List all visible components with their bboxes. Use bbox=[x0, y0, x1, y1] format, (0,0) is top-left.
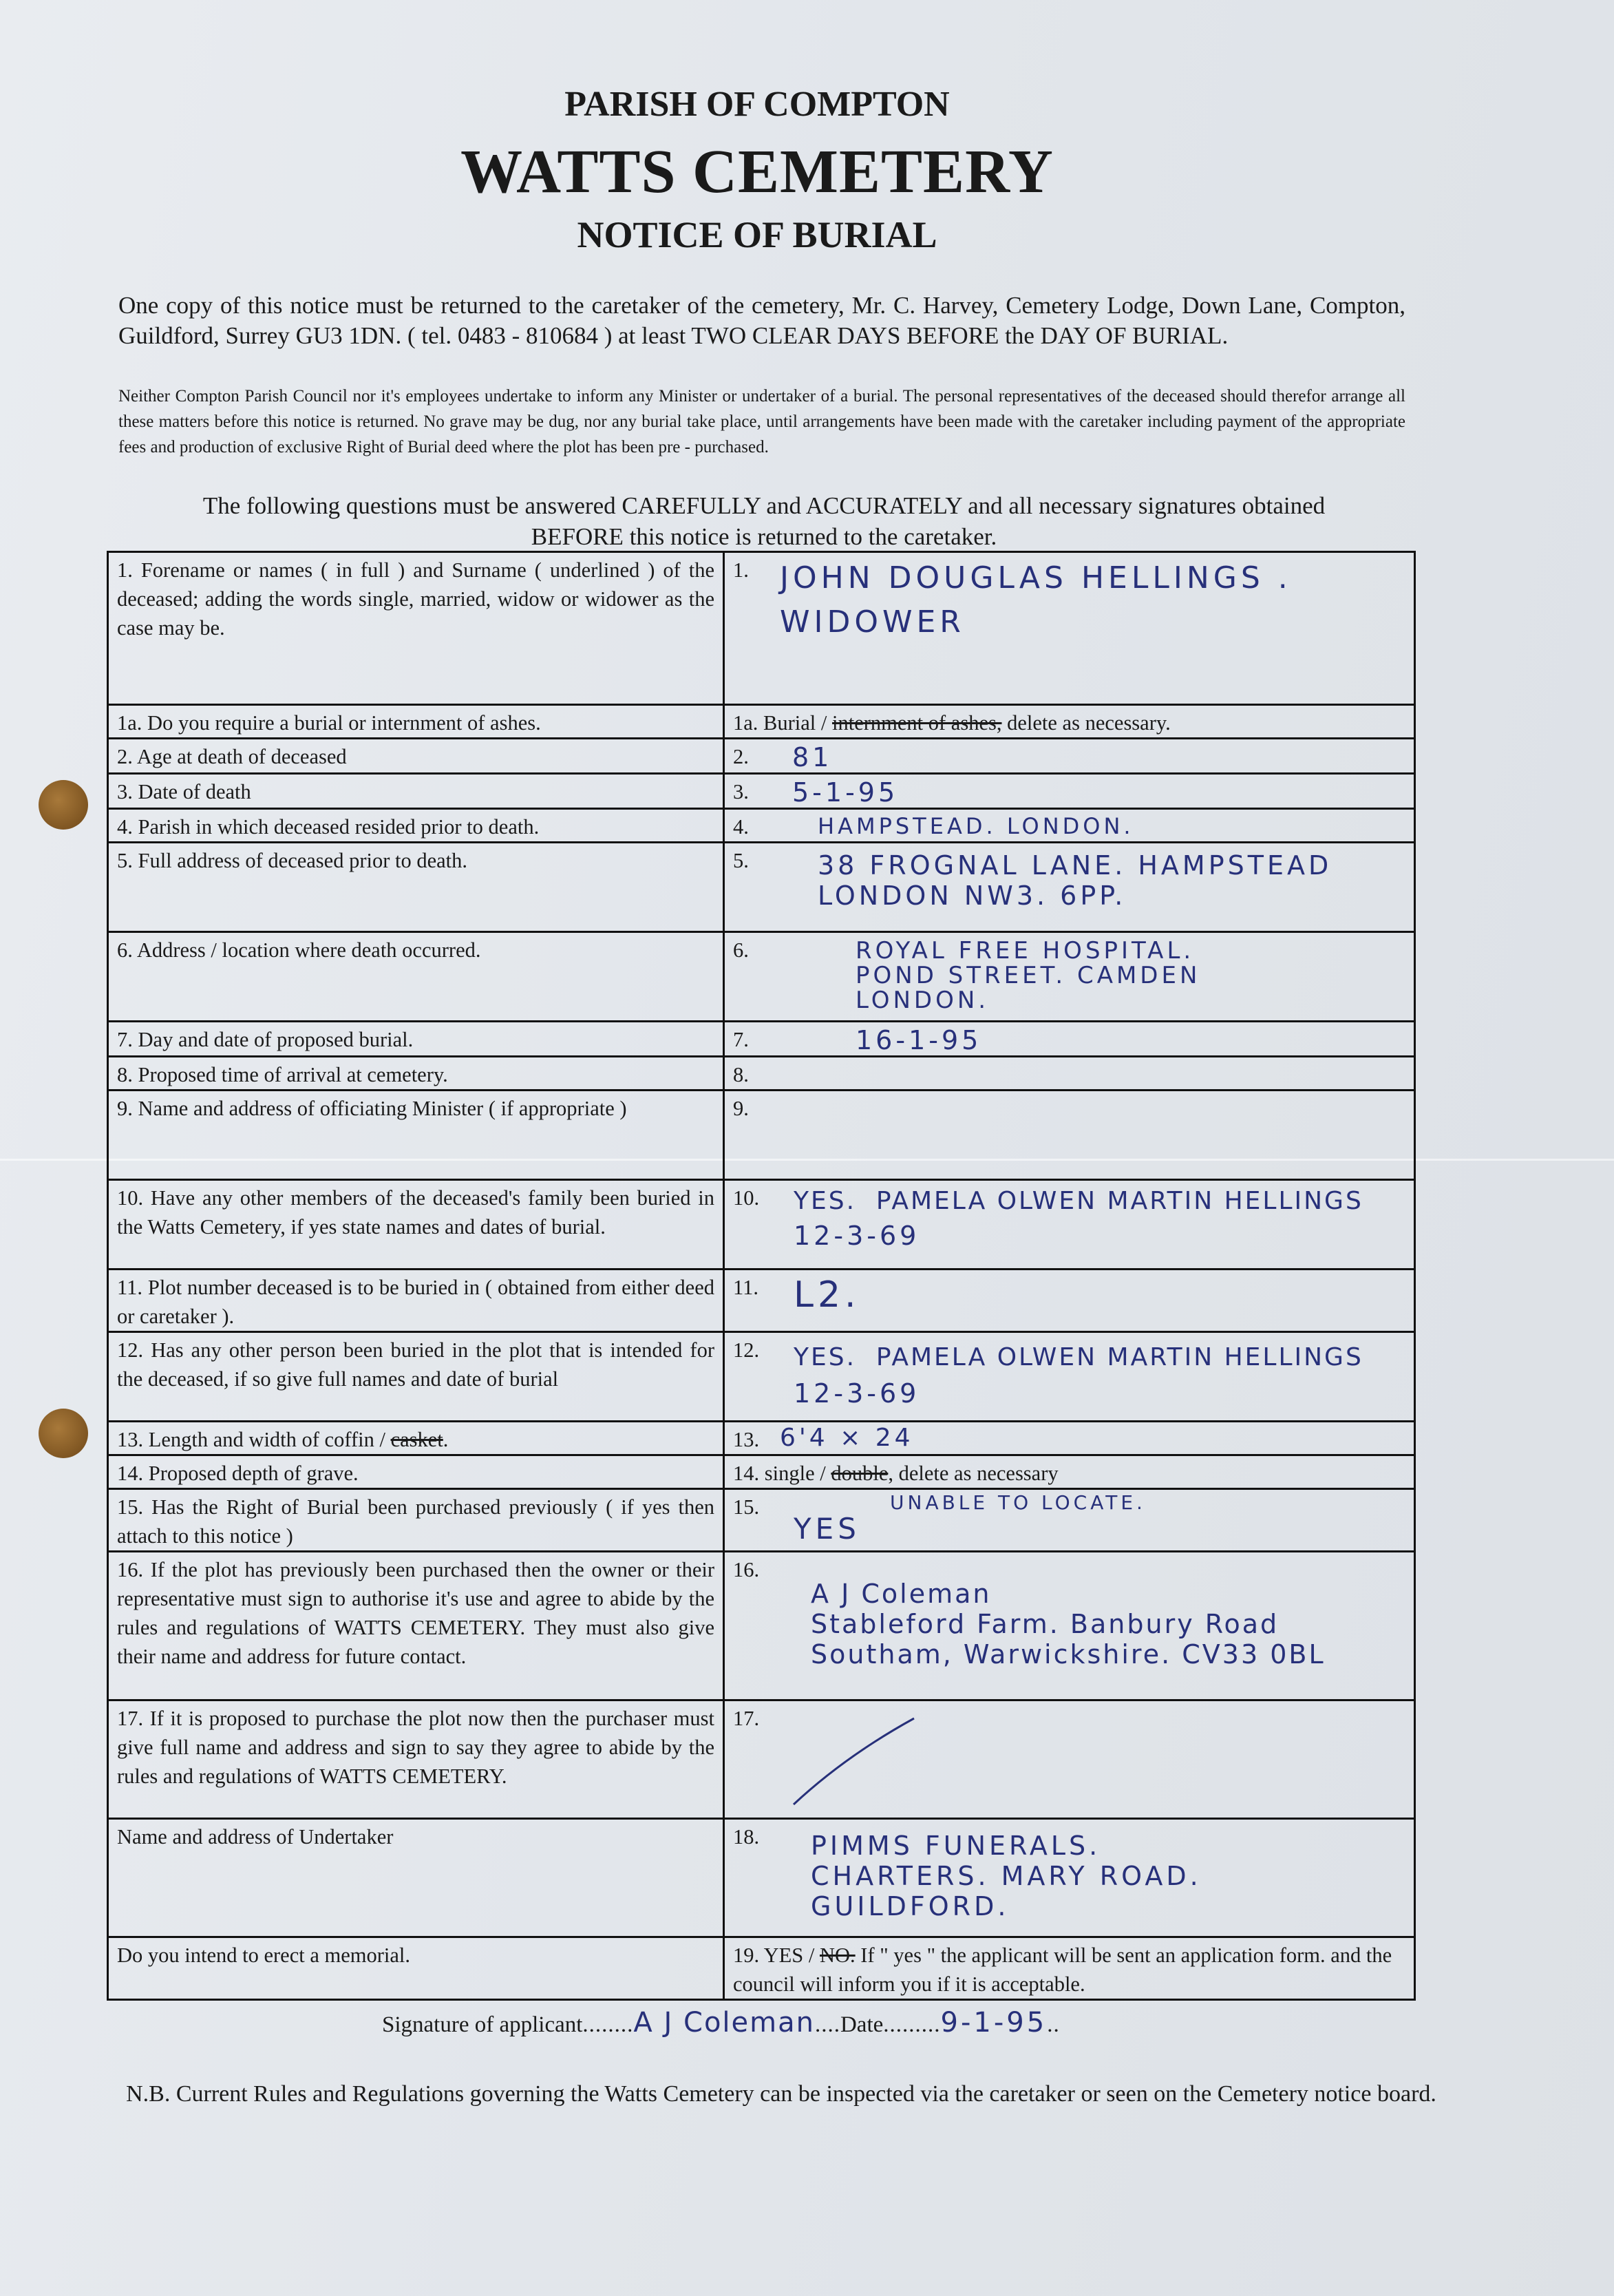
answer-number: 1. bbox=[733, 558, 749, 582]
answer-6-line-1: ROYAL FREE HOSPITAL. bbox=[856, 937, 1195, 965]
answer-16-address-1: Stableford Farm. Banbury Road bbox=[811, 1609, 1279, 1639]
punch-hole-top bbox=[39, 780, 88, 830]
form-row-12 bbox=[108, 1332, 1415, 1422]
question-7: 7. Day and date of proposed burial. bbox=[108, 1022, 724, 1057]
answer-16-address-2: Southam, Warwickshire. CV33 0BL bbox=[811, 1639, 1326, 1670]
form-row-1a bbox=[108, 705, 1415, 739]
answer-18-line-2: CHARTERS. MARY ROAD. bbox=[811, 1861, 1202, 1891]
burial-form-table bbox=[107, 551, 1416, 2001]
answer-10-line-1: YES. PAMELA OLWEN MARTIN HELLINGS bbox=[794, 1187, 1363, 1215]
answer-12-line-2: 12-3-69 bbox=[794, 1378, 920, 1409]
question-9: 9. Name and address of officiating Minister ( if appropriate ) bbox=[108, 1091, 724, 1180]
form-row-7 bbox=[108, 1022, 1415, 1057]
answer-5-line-1: 38 FROGNAL LANE. HAMPSTEAD bbox=[818, 850, 1332, 881]
question-4: 4. Parish in which deceased resided prior to death. bbox=[108, 809, 724, 843]
cemetery-title: WATTS CEMETERY bbox=[460, 138, 1054, 206]
nb-footer: N.B. Current Rules and Regulations governing the Watts Cemetery can be inspected via the caretaker or seen on the Cemetery notice board. bbox=[126, 2081, 1436, 2107]
form-row-14 bbox=[108, 1455, 1415, 1489]
question-5: 5. Full address of deceased prior to death. bbox=[108, 843, 724, 932]
form-row-18 bbox=[108, 1819, 1415, 1937]
answer-3-value: 5-1-95 bbox=[792, 777, 899, 808]
form-row-5 bbox=[108, 843, 1415, 932]
question-19: Do you intend to erect a memorial. bbox=[108, 1937, 724, 2000]
answer-13-value: 6'4 × 24 bbox=[780, 1424, 914, 1452]
answer-11[interactable]: 11. L2. bbox=[724, 1270, 1415, 1332]
question-1a: 1a. Do you require a burial or internment of ashes. bbox=[108, 705, 724, 739]
answer-7-value: 16-1-95 bbox=[856, 1025, 982, 1055]
form-row-2 bbox=[108, 739, 1415, 774]
form-row-8 bbox=[108, 1057, 1415, 1091]
parish-title: PARISH OF COMPTON bbox=[564, 85, 950, 124]
question-13: 13. Length and width of coffin / casket. bbox=[108, 1422, 724, 1455]
answer-1-name: JOHN DOUGLAS HELLINGS . bbox=[780, 560, 1292, 596]
answer-1[interactable] bbox=[724, 552, 1415, 705]
form-row-9 bbox=[108, 1091, 1415, 1180]
pen-stroke-mark bbox=[790, 1715, 928, 1811]
question-11: 11. Plot number deceased is to be buried in ( obtained from either deed or caretaker ). bbox=[108, 1270, 724, 1332]
question-8: 8. Proposed time of arrival at cemetery. bbox=[108, 1057, 724, 1091]
struck-option: casket bbox=[390, 1428, 443, 1451]
answer-7[interactable]: 7. 16-1-95 bbox=[724, 1022, 1415, 1057]
answer-8[interactable]: 8. bbox=[724, 1057, 1415, 1091]
answer-18-line-1: PIMMS FUNERALS. bbox=[811, 1831, 1101, 1861]
answer-1a[interactable]: 1a. Burial / internment of ashes, delete as necessary. bbox=[724, 705, 1415, 739]
disclaimer-text: Neither Compton Parish Council nor it's employees undertake to inform any Minister or undertaker of a burial. The personal representatives of the deceased should therefor arrange all these matters before this notice is returned. No grave may be dug, nor any burial take place, until arrangements have been made with the caretaker including payment of the appropriate fees and production of exclusive Right of Burial deed where the plot has been pre - purchased. bbox=[118, 387, 1405, 456]
form-row-16 bbox=[108, 1552, 1415, 1700]
answer-9[interactable]: 9. bbox=[724, 1091, 1415, 1180]
answer-6-line-3: LONDON. bbox=[856, 987, 990, 1014]
answer-1-status: WIDOWER bbox=[780, 604, 965, 640]
question-16: 16. If the plot has previously been purchased then the owner or their representative must sign to authorise it's use and agree to abide by the rules and regulations of WATTS CEMETERY. They must also give their name and address for future contact. bbox=[108, 1552, 724, 1700]
answer-6-line-2: POND STREET. CAMDEN bbox=[856, 962, 1201, 989]
answer-11-value: L2. bbox=[794, 1274, 860, 1316]
intro-text: One copy of this notice must be returned to the caretaker of the cemetery, Mr. C. Harvey, Cemetery Lodge, Down Lane, Compton, Guildford, Surrey GU3 1DN. ( tel. 0483 - 810684 ) at least TWO CLEAR DAYS BEFORE the DAY OF BURIAL. bbox=[118, 292, 1405, 349]
answer-15-value: YES bbox=[794, 1512, 860, 1546]
question-18: Name and address of Undertaker bbox=[108, 1819, 724, 1937]
date-value[interactable]: 9-1-95 bbox=[940, 2007, 1048, 2039]
instruction-line-2: BEFORE this notice is returned to the caretaker. bbox=[531, 523, 997, 550]
question-15: 15. Has the Right of Burial been purchased previously ( if yes then attach to this notice ) bbox=[108, 1489, 724, 1552]
answer-14[interactable]: 14. single / double, delete as necessary bbox=[724, 1455, 1415, 1489]
signature-line: Signature of applicant........A J Coleman....Date.........9-1-95.. bbox=[382, 2007, 1060, 2039]
question-17: 17. If it is proposed to purchase the plot now then the purchaser must give full name and address and sign to say they agree to abide by the rules and regulations of WATTS CEMETERY. bbox=[108, 1700, 724, 1819]
form-row-17 bbox=[108, 1700, 1415, 1819]
answer-18[interactable]: 18. PIMMS FUNERALS. CHARTERS. MARY ROAD. GUILDFORD. bbox=[724, 1819, 1415, 1937]
answer-19[interactable]: 19. YES / NO. If " yes " the applicant will be sent an application form. and the council will inform you if it is acceptable. bbox=[724, 1937, 1415, 2000]
form-row-13 bbox=[108, 1422, 1415, 1455]
answer-4-value: HAMPSTEAD. LONDON. bbox=[818, 813, 1134, 839]
answer-15[interactable]: 15. UNABLE TO LOCATE. YES bbox=[724, 1489, 1415, 1552]
form-row-1 bbox=[108, 552, 1415, 705]
answer-5-line-2: LONDON NW3. 6PP. bbox=[818, 881, 1127, 911]
answer-10[interactable]: 10. YES. PAMELA OLWEN MARTIN HELLINGS 12-3-69 bbox=[724, 1180, 1415, 1270]
signature-value[interactable]: A J Coleman bbox=[633, 2007, 815, 2039]
answer-12[interactable]: 12. YES. PAMELA OLWEN MARTIN HELLINGS 12-3-69 bbox=[724, 1332, 1415, 1422]
answer-2-value: 81 bbox=[792, 742, 833, 772]
answer-10-line-2: 12-3-69 bbox=[794, 1221, 920, 1251]
struck-option: double bbox=[831, 1462, 889, 1485]
form-row-6 bbox=[108, 932, 1415, 1022]
notice-title: NOTICE OF BURIAL bbox=[577, 214, 937, 255]
question-3: 3. Date of death bbox=[108, 774, 724, 809]
answer-16[interactable]: 16. A J Coleman Stableford Farm. Banbury Road Southam, Warwickshire. CV33 0BL bbox=[724, 1552, 1415, 1700]
answer-3[interactable]: 3. 5-1-95 bbox=[724, 774, 1415, 809]
answer-2[interactable]: 2. 81 bbox=[724, 739, 1415, 774]
question-10: 10. Have any other members of the deceased's family been buried in the Watts Cemetery, if yes state names and dates of burial. bbox=[108, 1180, 724, 1270]
struck-option: NO. bbox=[819, 1944, 856, 1967]
struck-option: internment of ashes, bbox=[832, 711, 1002, 735]
answer-15-note: UNABLE TO LOCATE. bbox=[890, 1491, 1146, 1514]
signature-label: Signature of applicant bbox=[382, 2012, 583, 2037]
question-2: 2. Age at death of deceased bbox=[108, 739, 724, 774]
instruction-line-1: The following questions must be answered CAREFULLY and ACCURATELY and all necessary signatures obtained bbox=[202, 492, 1326, 519]
answer-17[interactable]: 17. bbox=[724, 1700, 1415, 1819]
punch-hole-bottom bbox=[39, 1409, 88, 1458]
form-row-11 bbox=[108, 1270, 1415, 1332]
date-label: Date bbox=[840, 2012, 884, 2037]
form-row-15 bbox=[108, 1489, 1415, 1552]
form-row-10 bbox=[108, 1180, 1415, 1270]
form-row-19 bbox=[108, 1937, 1415, 2000]
question-1: 1. Forename or names ( in full ) and Surname ( underlined ) of the deceased; adding the words single, married, widow or widower as the case may be. bbox=[108, 552, 724, 705]
answer-13[interactable]: 13. 6'4 × 24 bbox=[724, 1422, 1415, 1455]
question-12: 12. Has any other person been buried in the plot that is intended for the deceased, if so give full names and date of burial bbox=[108, 1332, 724, 1422]
answer-5[interactable]: 5. 38 FROGNAL LANE. HAMPSTEAD LONDON NW3. 6PP. bbox=[724, 843, 1415, 932]
form-row-4 bbox=[108, 809, 1415, 843]
answer-4[interactable]: 4. HAMPSTEAD. LONDON. bbox=[724, 809, 1415, 843]
answer-16-name: A J Coleman bbox=[811, 1579, 992, 1609]
answer-18-line-3: GUILDFORD. bbox=[811, 1891, 1010, 1921]
question-14: 14. Proposed depth of grave. bbox=[108, 1455, 724, 1489]
answer-12-line-1: YES. PAMELA OLWEN MARTIN HELLINGS bbox=[794, 1343, 1363, 1371]
question-6: 6. Address / location where death occurred. bbox=[108, 932, 724, 1022]
form-row-3 bbox=[108, 774, 1415, 809]
answer-6[interactable]: 6. ROYAL FREE HOSPITAL. POND STREET. CAMDEN LONDON. bbox=[724, 932, 1415, 1022]
